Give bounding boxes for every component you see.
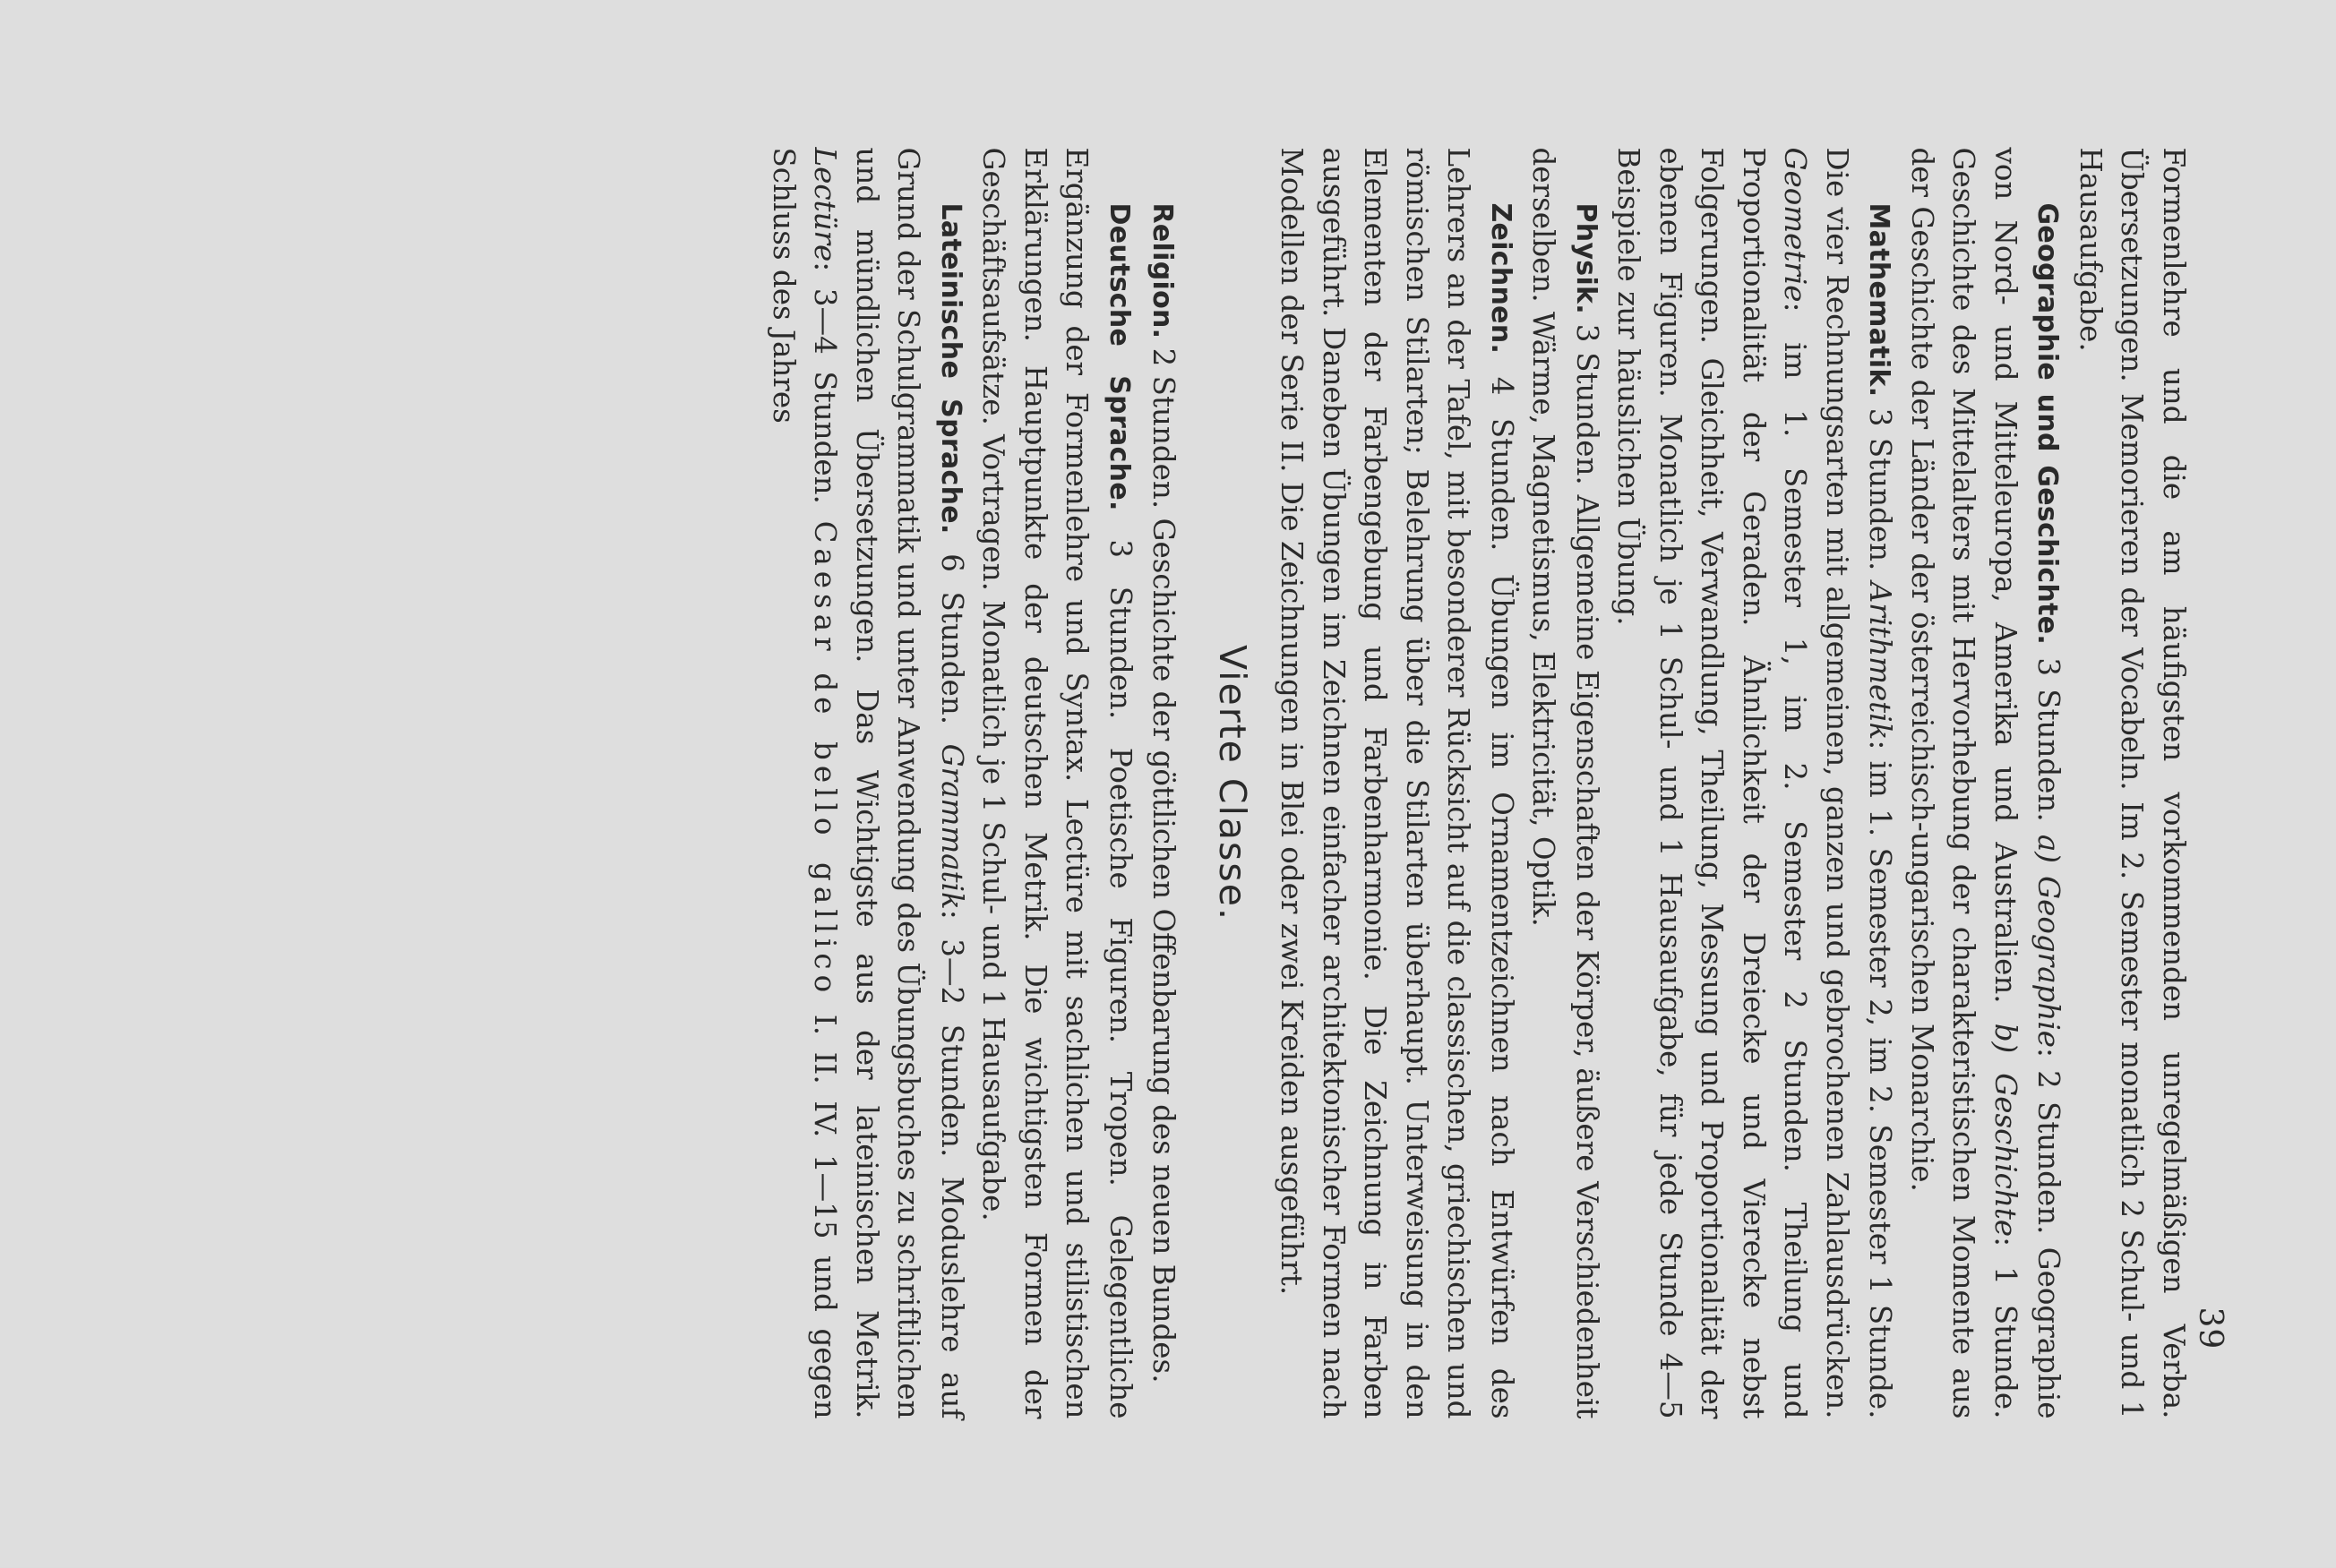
- paragraph-text: I. II. IV. 1—15 und gegen Schluss des Jahres: [767, 147, 843, 1419]
- page-number: 39: [2192, 1307, 2229, 1350]
- paragraph-physik: [1523, 148, 1608, 1419]
- paragraph-text: Formenlehre und die am häufigsten vorkommenden unregelmäßigen Verba. Übersetzungen. Memorieren der Vocabeln. Im 2. Semester monatlich 2 Schul- und 1 Hausaufgabe.: [2074, 147, 2191, 1419]
- paragraph-text: 4 Stunden. Übungen im Ornamentzeichnen nach Entwürfen des Lehrers an der Tafel, mit besonderer Rücksicht auf die classischen, griechischen und römischen Stilarten; Belehrung über die Stilarten überhaupt. Unterweisung in den Elementen der Farbengebung und Farbenharmonie. Die Zeichnung in Farben ausgeführt. Daneben Übungen im Zeichnen einfacher architektonischer Formen nach Modellen der Serie II. Die Zeichnungen in Blei oder zwei Kreiden ausgeführt.: [1275, 147, 1519, 1419]
- spaced-work-title: de bello gallico: [808, 673, 843, 998]
- paragraph-text: : im 1. Semester 2, im 2. Semester 1 Stunde. Die vier Rechnungsarten mit allgemeinen, ganzen und gebrochenen Zahlausdrücken.: [1820, 147, 1898, 1419]
- subject-heading-mathematik: Mathematik.: [1863, 202, 1895, 398]
- subject-heading-geographie: Geographie und Geschichte.: [2031, 202, 2064, 646]
- subject-heading-deutsche-sprache: Deutsche Sprache.: [1104, 202, 1135, 511]
- paragraph-lateinische-sprache: [763, 148, 974, 1419]
- paragraph-geographie: [1902, 148, 2070, 1419]
- subject-heading-physik: Physik.: [1570, 202, 1602, 314]
- section-title: Vierte Classe.: [1211, 644, 1254, 922]
- subject-heading-religion: Religion.: [1147, 202, 1179, 339]
- spaced-author-name: Caesar: [808, 520, 843, 656]
- subject-heading-zeichnen: Zeichnen.: [1485, 202, 1516, 355]
- paragraph-text: : 3—4 Stunden.: [808, 261, 843, 521]
- paragraph-text: 3 Stunden. Poetische Figuren. Tropen. Gelegentliche Ergänzung der Formenlehre und Syntax. Lectüre mit sachlichen und stilistischen Erklärungen. Hauptpunkte der deutschen Metrik. Die wichtigsten Formen der Geschäftsaufsätze. Vortragen. Monatlich je 1 Schul- und 1 Hausaufgabe.: [976, 147, 1138, 1419]
- paragraph-formenlehre: [2070, 148, 2195, 1419]
- paragraph-text: : 3—2 Stunden. Moduslehre auf Grund der Schulgrammatik und unter Anwendung des Übungsbuches zu schriftlichen und mündlichen Übersetzungen. Das Wichtigste aus der lateinischen Metrik.: [850, 147, 969, 1419]
- subject-heading-lateinische-sprache: Lateinische Sprache.: [935, 202, 966, 535]
- paragraph-text: 3 Stunden.: [2031, 645, 2066, 835]
- paragraph-text: : im 1. Semester 1, im 2. Semester 2 Stunden. Theilung und Proportionalität der Geraden. Ähnlichkeit der Dreiecke und Vierecke nebst Folgerungen. Gleichheit, Verwandlung, Theilung, Messung und Proportionalität der ebenen Figuren. Monatlich je 1 Schul- und 1 Hausaufgabe, für jede Stunde 4—5 Beispiele zur häuslichen Übung.: [1611, 147, 1813, 1419]
- emphasis-geometrie: Geometrie: [1778, 147, 1813, 303]
- paragraph-text: : 2 Stunden. Geographie von Nord- und Mitteleuropa, Amerika und Australien.: [1988, 147, 2066, 1419]
- paragraph-text: 2 Stunden. Geschichte der göttlichen Offenbarung des neuen Bundes.: [1147, 338, 1181, 1384]
- emphasis-lectuere: Lectüre: [808, 147, 843, 262]
- paragraph-text: [809, 656, 843, 673]
- paragraph-text: 3 Stunden. Allgemeine Eigenschaften der Körper, äußere Verschiedenheit derselben. Wärme, Magnetismus, Elektricität, Optik.: [1526, 147, 1604, 1419]
- paragraph-text: 6 Stunden.: [935, 534, 969, 744]
- emphasis-geographie: a) Geographie: [2031, 834, 2066, 1048]
- paragraph-text: 3 Stunden.: [1863, 397, 1898, 582]
- paragraph-religion: [1141, 148, 1185, 1419]
- emphasis-grammatik: Grammatik: [935, 743, 969, 910]
- paragraph-mathematik: [1608, 148, 1902, 1419]
- emphasis-arithmetik: Arithmetik: [1863, 581, 1898, 741]
- page-text: [763, 148, 2195, 1419]
- paragraph-zeichnen: [1271, 148, 1523, 1419]
- paragraph-deutsche-sprache: [973, 148, 1141, 1419]
- emphasis-geschichte: b) Geschichte: [1988, 1023, 2023, 1238]
- paragraph-text: : 1 Stunde. Geschichte des Mittelalters mit Hervorhebung der charakteristischen Momente aus der Geschichte der Länder der österreichisch-ungarischen Monarchie.: [1905, 147, 2023, 1419]
